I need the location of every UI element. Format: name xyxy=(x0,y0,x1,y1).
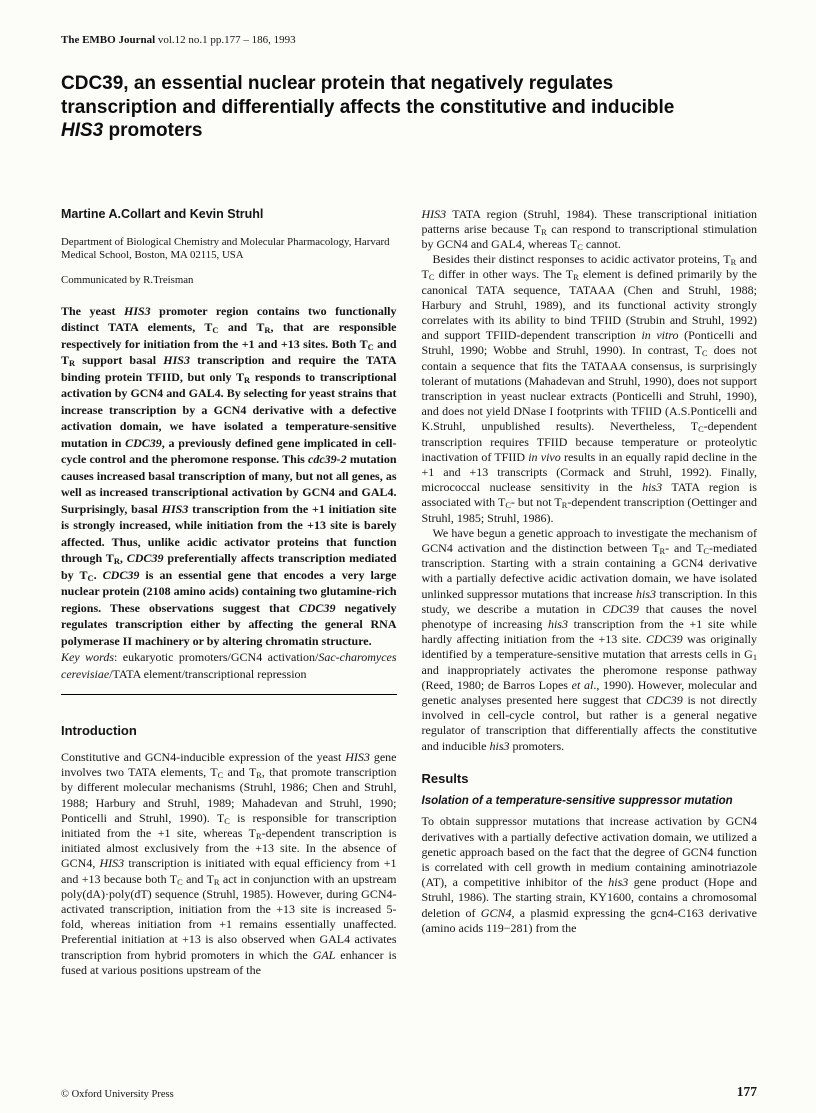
section-heading-introduction: Introduction xyxy=(61,723,137,738)
introduction-paragraph: Constitutive and GCN4-inducible expression of the yeast HIS3 gene involves two TATA elements, $T_C$ and $T_R$, that promote transcription by different molecular mechanisms (Struhl, 1986; Chen and Struhl, 1988; Harbury and Struhl, 1989; Mahadevan and Struhl, 1990; Ponticelli and Struhl, 1990). $T_C$ is responsible for transcription initiated from the +1 site, whereas $T_R$-dependent transcription is initiated almost exclusively from the +13 site. In the absence of GCN4, HIS3 transcription is initiated with equal efficiency from +1 and +13 because both $T_C$ and $T_R$ act in conjunction with an upstream poly(dA)·poly(dT) sequence (Struhl, 1985). However, during GCN4-activated transcription, initiation from the +13 site is increased 5-fold, whereas initiation from +1 remains essentially unaffected. Preferential initiation at +13 is also observed when GAL4 activates transcription from hybrid promoters in which the GAL enhancer is fused at various positions upstream of the xyxy=(61,750,397,977)
article-title: CDC39, an essential nuclear protein that negatively regulates transcription and differentially affects the constitutive and inducible HIS3 promoters xyxy=(61,73,675,141)
body-paragraph: HIS3 TATA region (Struhl, 1984). These transcriptional initiation patterns arise because $T_R$ can respond to transcriptional stimulation by GCN4 and GAL4, whereas $T_C$ cannot. xyxy=(421,206,757,252)
left-column xyxy=(61,207,397,979)
results-subheading: Isolation of a temperature-sensitive suppressor mutation xyxy=(421,794,733,807)
keywords: Key words: eukaryotic promoters/GCN4 activation/Sac-charomyces cerevisiae/TATA element/transcriptional repression xyxy=(61,650,397,681)
two-column-body xyxy=(61,207,757,979)
copyright-notice: © Oxford University Press xyxy=(61,1089,174,1100)
journal-name: The EMBO Journal xyxy=(61,34,156,46)
page-footer xyxy=(61,1084,757,1100)
section-divider xyxy=(61,694,397,695)
section-heading-results: Results xyxy=(421,770,469,786)
body-paragraph: We have begun a genetic approach to investigate the mechanism of GCN4 activation and the distinction between $T_R-$ and $T_C$-mediated transcription. Starting with a strain containing a GCN4 derivative with a partially defective acidic activation domain, we have isolated unlinked suppressor mutations that increase his3 transcription. In this study, we describe a mutation in CDC39 that causes the novel phenotype of increasing his3 transcription from the +1 site while hardly affecting initiation from the +13 site. CDC39 was originally identified by a temperature-sensitive mutation that arrests cells in $G_1$ and inappropriately activates the pheromone response pathway (Reed, 1980; de Barros Lopes et al., 1990). However, molecular and genetic analyses presented here suggest that CDC39 is not directly involved in cell-cycle control, but rather is a general negative regulator of transcription that differentially affects the constitutive and inducible his3 promoters. xyxy=(421,525,758,753)
affiliation: Department of Biological Chemistry and Molecular Pharmacology, Harvard Medical School, Boston, MA 02115, USA xyxy=(61,235,390,261)
journal-issue-info: vol.12 no.1 pp.177 – 186, 1993 xyxy=(155,34,296,46)
body-paragraph: Besides their distinct responses to acidic activator proteins, $T_R$ and $T_C$ differ in other ways. The $T_R$ element is defined primarily by the canonical TATA sequence, TATAAA (Chen and Struhl, 1988; Harbury and Struhl, 1989), and its functional activity strongly correlates with its ability to bind TFIID (Strubin and Struhl, 1992) and support TFIID-dependent transcription in vitro (Ponticelli and Struhl, 1990; Wobbe and Struhl, 1990). In contrast, $T_C$ does not contain a sequence that fits the TATAAA consensus, is surprisingly tolerant of mutations (Mahadevan and Struhl, 1990), does not support transcription in yeast nuclear extracts (Ponticelli and Struhl, 1990), and does not yield DNase I footprints with TFIID (A.S.Ponticelli and K.Struhl, unpublished results). Nevertheless, $T_C$-dependent transcription requires TFIID because temperature or proteolytic inactivation of TFIID in vivo results in an equally rapid decline in the +1 and +13 transcripts (Cormack and Struhl, 1992). Finally, micrococcal nuclease sensitivity in the his3 TATA region is associated with $T_C-$ but not $T_R$-dependent transcription (Oettinger and Struhl, 1985; Struhl, 1986). xyxy=(421,252,758,525)
journal-header xyxy=(61,34,757,46)
page-number: 177 xyxy=(736,1084,757,1099)
authors: Martine A.Collart and Kevin Struhl xyxy=(61,206,264,221)
abstract: The yeast HIS3 promoter region contains two functionally distinct TATA elements, $T_C$ and $T_R$, that are responsible respectively for initiation from the +1 and +13 sites. Both $T_C$ and $T_R$ support basal HIS3 transcription and require the TATA binding protein TFIID, but only $T_R$ responds to transcriptional activation by GCN4 and GAL4. By selecting for yeast strains that increase transcription by a GCN4 derivative with a defective activation domain, we have isolated a temperature-sensitive mutation in CDC39, a previously defined gene implicated in cell-cycle control and the pheromone response. This cdc39-2 mutation causes increased basal transcription of many, but not all genes, as well as increased transcriptional activation by GCN4 and GAL4. Surprisingly, basal HIS3 transcription from the +1 initiation site is strongly increased, while initiation from the +13 site is barely affected. Thus, unlike acidic activator proteins that function through $T_R$, CDC39 preferentially affects transcription mediated by $T_C$. CDC39 is an essential gene that encodes a very large nuclear protein (2108 amino acids) containing two glutamine-rich regions. These observations suggest that CDC39 negatively regulates transcription either by affecting the general RNA polymerase II machinery or by altering chromatin structure. xyxy=(61,303,397,648)
right-column xyxy=(422,207,758,979)
results-paragraph: To obtain suppressor mutations that increase activation by GCN4 derivatives with a partially defective activation domain, we utilized a genetic approach based on the fact that the degree of GCN4 function is correlated with cell growth in medium containing aminotriazole (AT), a competitive inhibitor of the his3 gene product (Hope and Struhl, 1986). The starting strain, KY1600, contains a chromosomal deletion of GCN4, a plasmid expressing the gcn4-C163 derivative (amino acids 119−281) from the xyxy=(421,814,758,935)
communicated-by: Communicated by R.Treisman xyxy=(61,273,194,286)
